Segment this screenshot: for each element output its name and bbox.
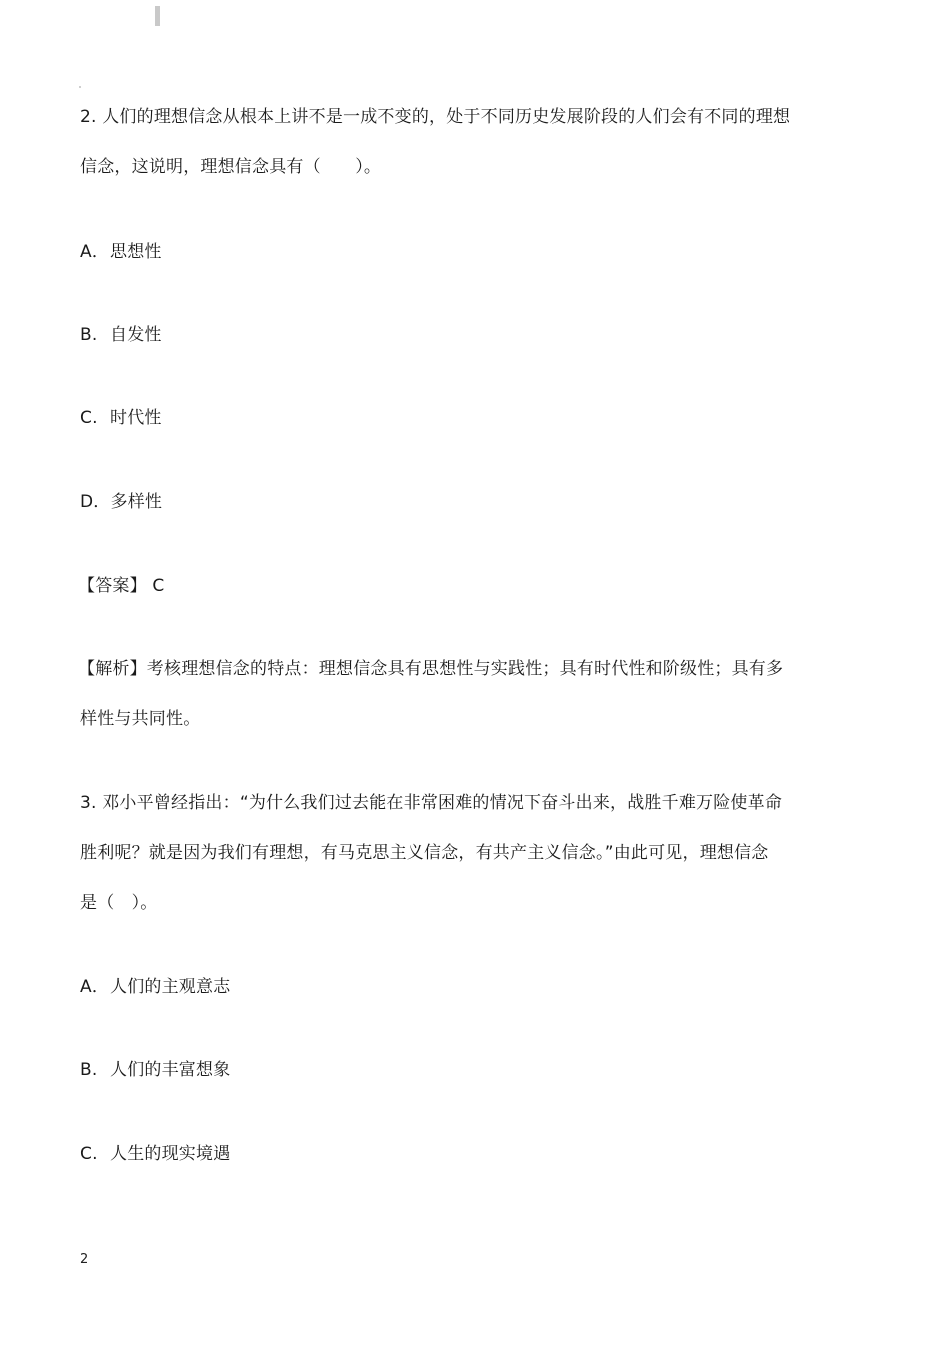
option-letter: C. (80, 1144, 98, 1164)
option-text: 多样性 (110, 492, 163, 512)
question-2-analysis-line-2: 样性与共同性。 (80, 709, 201, 729)
option-letter: D． (80, 492, 111, 512)
option-text: 思想性 (110, 242, 162, 262)
option-text: 时代性 (110, 408, 162, 428)
question-2-option-d (80, 490, 162, 514)
option-text: 人们的主观意志 (110, 977, 231, 997)
question-2-option-c (80, 406, 162, 430)
question-3-option-a (80, 975, 230, 999)
option-text: 人生的现实境遇 (110, 1144, 231, 1164)
option-letter: B. (80, 325, 98, 345)
option-letter: A． (80, 977, 110, 997)
option-text: 人们的丰富想象 (110, 1060, 231, 1080)
question-2-option-a (80, 240, 162, 264)
question-2-answer: 【答案】 C (78, 576, 165, 596)
question-2-option-b (80, 323, 162, 347)
page-number: 2 (80, 1252, 89, 1267)
question-2-line-1: 2. 人们的理想信念从根本上讲不是一成不变的，处于不同历史发展阶段的人们会有不同的理想 (80, 107, 791, 127)
question-2-line-2: 信念，这说明，理想信念具有（ ）。 (80, 157, 382, 177)
question-3-line-1: 3. 邓小平曾经指出：“为什么我们过去能在非常困难的情况下奋斗出来，战胜千难万险使革命 (80, 793, 783, 813)
question-3-option-c (80, 1142, 230, 1166)
option-text: 自发性 (110, 325, 162, 345)
question-3-line-2: 胜利呢？就是因为我们有理想，有马克思主义信念，有共产主义信念。”由此可见，理想信念 (80, 843, 769, 863)
question-3-line-3: 是（ ）。 (80, 893, 158, 913)
scan-mark (155, 6, 160, 26)
question-2-analysis-line-1: 【解析】考核理想信念的特点：理想信念具有思想性与实践性；具有时代性和阶级性；具有多 (78, 659, 784, 679)
option-letter: A． (80, 242, 110, 262)
scan-dot (79, 86, 81, 88)
option-letter: C. (80, 408, 98, 428)
option-letter: B. (80, 1060, 98, 1080)
question-3-option-b (80, 1058, 230, 1082)
